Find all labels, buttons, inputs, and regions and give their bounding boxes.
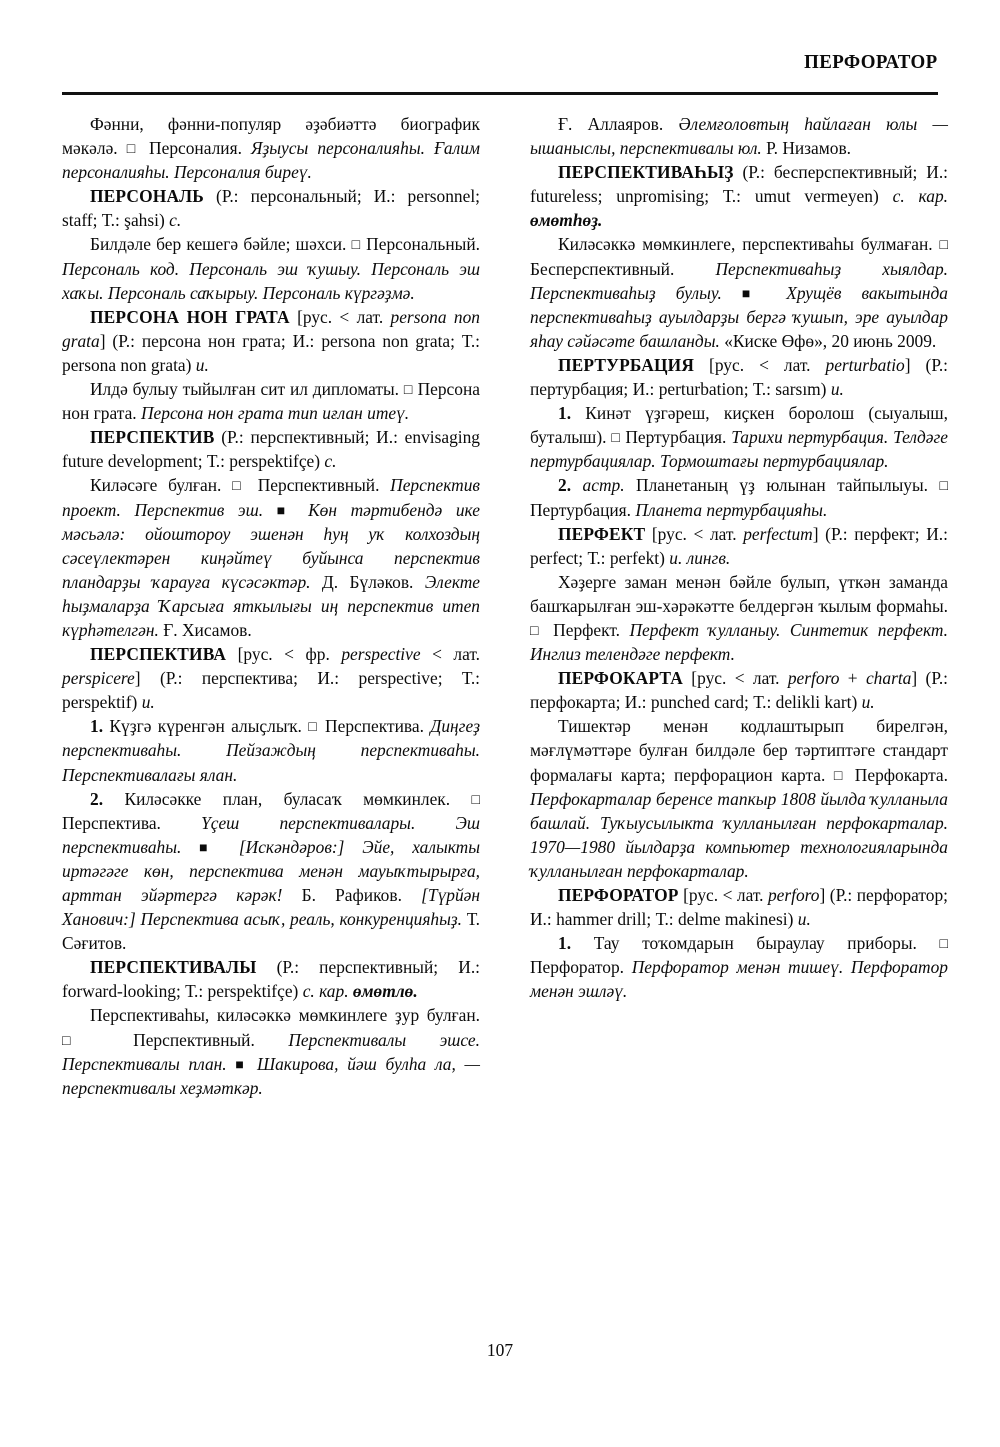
roman-text: «Киске Өфө», 20 июнь 2009. xyxy=(724,330,937,351)
roman-text: Перфоратор. xyxy=(530,957,632,978)
example-italic: с. xyxy=(169,210,182,231)
roman-text: Пертурбация. xyxy=(530,499,636,520)
sense-number: 1. xyxy=(558,933,572,954)
sense-number: 1. xyxy=(90,716,104,737)
roman-text: Д. Бүләков. xyxy=(321,571,425,592)
roman-text: [рус. < лат. xyxy=(289,306,391,327)
hollow-square-icon xyxy=(127,140,140,156)
hollow-square-icon xyxy=(834,767,847,783)
sense-number: 1. xyxy=(558,403,572,424)
example-italic: perspective xyxy=(341,644,421,665)
example-italic: и. xyxy=(141,692,155,713)
roman-text: Персональный. xyxy=(360,234,480,255)
header-rule xyxy=(62,92,938,95)
example-italic: Яҙыусы персоналияһы. Ғалим персоналияһы. Персоналия биреү. xyxy=(62,138,481,183)
filled-square-icon xyxy=(742,285,766,301)
filled-square-icon xyxy=(235,1056,248,1072)
continuation-paragraph xyxy=(62,112,480,184)
roman-text: (Р.: перспективный; И.: forward-looking; Т.: perspektifçe) xyxy=(62,957,480,1002)
hollow-square-icon xyxy=(940,477,948,493)
headword: ПЕРСПЕКТИВАЛЫ xyxy=(90,957,257,978)
example-italic: и. xyxy=(797,909,811,930)
example-italic: perfectum xyxy=(743,523,813,544)
sense-paragraph xyxy=(62,714,480,786)
roman-text: Ғ. Аллаяров. xyxy=(558,114,679,134)
continuation-paragraph xyxy=(530,112,948,160)
roman-text: Тау тоҡомдарын быраулау приборы. xyxy=(571,933,940,954)
hollow-square-icon xyxy=(232,477,247,493)
definition-paragraph xyxy=(530,714,948,883)
example-italic: Персона нон грата тип иғлан итеү. xyxy=(140,403,410,424)
sense-number: 2. xyxy=(90,788,104,809)
dictionary-entry xyxy=(530,883,948,931)
example-italic: charta xyxy=(865,668,912,689)
roman-text: Перспектива. xyxy=(318,716,431,737)
definition-paragraph xyxy=(62,1003,480,1099)
definition-paragraph xyxy=(62,377,480,425)
text-columns xyxy=(62,112,948,1322)
sense-paragraph xyxy=(530,931,948,1003)
roman-text: ] (Р.: перфокарта; И.: punched card; Т.: delikli kart) xyxy=(530,668,948,713)
roman-text: ] (Р.: пертурбация; И.: perturbation; Т.: sarsım) xyxy=(530,354,949,400)
roman-text: (Р.: перспективный; И.: envisaging future development; Т.: perspektifçe) xyxy=(62,427,480,472)
column-right xyxy=(530,112,948,1003)
roman-text: ] (Р.: перспектива; И.: perspective; Т.: perspektif) xyxy=(62,668,480,713)
headword: ПЕРФОРАТОР xyxy=(558,885,679,905)
filled-square-icon xyxy=(277,502,295,518)
roman-text: Перфект. xyxy=(543,619,630,640)
cross-reference-headword: өмөтлө. xyxy=(352,981,418,1002)
page-header xyxy=(62,52,938,74)
roman-text: Кинәт үҙгәреш, киҫкен боролош (сыуалыш, буталыш). xyxy=(530,403,948,448)
roman-text: Персона нон грата. xyxy=(62,379,480,424)
roman-text: Бесперспективный. xyxy=(530,258,716,279)
example-italic: Перфоратор менән тишеү. Перфоратор менән эшләү. xyxy=(530,957,949,1002)
hollow-square-icon xyxy=(530,622,544,638)
roman-text: Тишектәр менән кодлаштырып бирелгән, мәғлүмәттәре булған билдәле бер тәртиптәге стандарт формалағы карта; перфорацион карта. xyxy=(530,716,948,785)
hollow-square-icon xyxy=(352,236,361,252)
roman-text: (Р.: персональный; И.: personnel; staff; Т.: şahsi) xyxy=(62,186,480,231)
example-italic: астр. xyxy=(571,475,637,496)
dictionary-entry xyxy=(62,425,480,473)
example-italic: и. xyxy=(830,379,844,400)
roman-text: Т. Сәғитов. xyxy=(62,909,480,954)
example-italic: Перспектив проект. Перспектив эш. xyxy=(62,475,480,520)
roman-text: [рус. < лат. xyxy=(694,354,826,375)
dictionary-entry xyxy=(530,522,948,570)
sense-paragraph xyxy=(530,473,948,521)
dictionary-entry xyxy=(62,955,480,1003)
definition-paragraph xyxy=(530,232,948,352)
hollow-square-icon xyxy=(308,718,318,734)
column-left xyxy=(62,112,480,1100)
roman-text: Хәҙерге заман менән бәйле булып, үткән заманда башҡарылған эш-хәрәкәтте белдергән ҡылым формаһы. xyxy=(530,571,948,616)
hollow-square-icon xyxy=(472,791,480,807)
roman-text: Киләсәккә мөмкинлеге, перспективаһы булмаған. xyxy=(558,234,940,255)
sense-paragraph xyxy=(62,787,480,956)
headword: ПЕРСПЕКТИВАҺЫҘ xyxy=(558,162,734,183)
hollow-square-icon xyxy=(611,429,620,445)
filled-square-icon xyxy=(199,839,221,855)
page-number: 107 xyxy=(486,1340,514,1360)
roman-text: Б. Рафиков. xyxy=(301,885,422,905)
roman-text: Перспективаһы, киләсәккә мөмкинлеге ҙур булған. xyxy=(90,1005,480,1026)
example-italic: [Искәндәров:] Эйе, халыкты иртәгәге көн, перспектива менән мауыҡтырырға, арттан эйәртергә кәрәк! xyxy=(62,836,480,905)
roman-text: Пертурбация. xyxy=(620,427,732,448)
example-italic: Тарихи пертурбация. Телдәге пертурбациялар. Тормоштағы пертурбациялар. xyxy=(530,427,949,472)
example-italic: Шакирова, йәш булһа ла, — перспективалы хеҙмәткәр. xyxy=(62,1053,480,1098)
example-italic: persona non grata xyxy=(62,306,480,351)
headword: ПЕРФОКАРТА xyxy=(558,668,683,689)
roman-text: [рус. < фр. xyxy=(226,644,342,665)
roman-text: Перспективный. xyxy=(99,1029,289,1050)
dictionary-entry xyxy=(62,305,480,377)
example-italic: и. лингв. xyxy=(669,547,731,568)
example-italic: с. кар. xyxy=(892,186,948,207)
dictionary-entry xyxy=(530,666,948,714)
roman-text: Ғ. Хисамов. xyxy=(163,619,252,640)
example-italic: с. xyxy=(324,451,337,472)
page-footer xyxy=(0,1340,1000,1361)
hollow-square-icon xyxy=(62,1032,100,1048)
dictionary-entry xyxy=(62,184,480,232)
example-italic: Электе һыҙмаларҙа Ҡарсыға яткылығы иң перспектив итеп күрһәтелгән. xyxy=(62,571,480,640)
roman-text: ] (Р.: перфект; И.: perfect; Т.: perfekt) xyxy=(530,523,948,568)
example-italic: Планета пертурбацияһы. xyxy=(635,499,828,520)
example-italic: perspicere xyxy=(62,668,135,689)
roman-text: + xyxy=(839,668,866,689)
example-italic: [Түрйән Ханович:] Перспектива асыҡ, реаль, конкуренцияһыҙ. xyxy=(62,885,480,930)
definition-paragraph xyxy=(530,570,948,666)
example-italic: perforo xyxy=(767,885,820,905)
roman-text: [рус. < лат. xyxy=(645,523,744,544)
example-italic: Перспективалы эшсе. Перспективалы план. xyxy=(62,1029,480,1074)
example-italic: perforo xyxy=(787,668,840,689)
sense-paragraph xyxy=(530,401,948,473)
roman-text: < лат. xyxy=(420,644,480,665)
roman-text: (Р.: бесперспективный; И.: futureless; unpromising; Т.: umut vermeyen) xyxy=(530,162,948,207)
roman-text: Р. Низамов. xyxy=(766,138,852,159)
example-italic: perturbatio xyxy=(825,354,905,375)
roman-text: Планетаның үҙ юлынан тайпылыуы. xyxy=(636,475,940,496)
dictionary-entry xyxy=(62,642,480,714)
roman-text: Персоналия. xyxy=(139,138,252,159)
roman-text: ] (Р.: персона нон грата; И.: persona non grata; Т.: persona non grata) xyxy=(62,330,480,375)
headword: ПЕРСПЕКТИВА xyxy=(90,644,227,665)
example-italic: и. xyxy=(861,692,875,713)
definition-paragraph xyxy=(62,232,480,304)
roman-text: Перспективный. xyxy=(246,475,391,496)
roman-text: Перспектива. xyxy=(62,812,202,833)
definition-paragraph xyxy=(62,473,480,642)
hollow-square-icon xyxy=(404,381,413,397)
headword: ПЕРФЕКТ xyxy=(558,523,646,544)
roman-text: Билдәле бер кешегә бәйле; шәхси. xyxy=(90,234,352,255)
roman-text: Киләсәкке план, буласаҡ мөмкинлек. xyxy=(103,788,472,809)
example-italic: Перфект ҡулланыу. Синтетик перфект. Инглиз телендәге перфект. xyxy=(530,619,948,665)
running-head: ПЕРФОРАТОР xyxy=(804,52,938,73)
example-italic: Перспективаһыҙ хыялдар. Перспективаһыҙ булыу. xyxy=(530,258,949,303)
sense-number: 2. xyxy=(558,475,572,496)
cross-reference-headword: өмөтһөҙ. xyxy=(530,210,603,231)
roman-text: Күҙгә күренгән алыҫлыҡ. xyxy=(103,716,309,737)
roman-text: ] (Р.: перфоратор; И.: hammer drill; Т.: delme makinesi) xyxy=(530,885,948,930)
roman-text: Киләсәге булған. xyxy=(90,475,233,496)
example-italic: Әлемғоловтың һайлаған юлы — ышаныслы, перспективалы юл. xyxy=(530,114,948,159)
example-italic: Көн тәртибендә ике мәсьәлә: ойоштороу эшенән һуң уҡ колхоздың сәсеүлектәрен киңәйтеү буйынса перспектив пландарҙы ҡарауға күсәсәктәр. xyxy=(62,499,480,592)
dictionary-entry xyxy=(530,160,948,232)
roman-text: Фәнни, фәнни-популяр әҙәбиәттә биографик мәкәлә. xyxy=(62,114,480,159)
headword: ПЕРСПЕКТИВ xyxy=(90,427,215,448)
example-italic: с. кар. xyxy=(302,981,353,1002)
headword: ПЕРСОНАЛЬ xyxy=(90,186,204,207)
dictionary-entry xyxy=(530,353,948,401)
roman-text: Перфокарта. xyxy=(846,764,948,785)
example-italic: и. xyxy=(195,354,209,375)
example-italic: Перфокарталар беренсе тапкыр 1808 йылда ҡулланыла башлай. Туҡыусылыкта ҡулланылған перфокарталар. 1970—1980 йылдарҙа компьютер технологияларында ҡулланылған перфокарталар. xyxy=(530,788,948,881)
headword: ПЕРСОНА НОН ГРАТА xyxy=(90,306,290,327)
roman-text: Илдә булыу тыйылған сит ил дипломаты. xyxy=(90,379,404,400)
hollow-square-icon xyxy=(940,236,948,252)
example-italic: Персональ код. Персональ эш ҡушыу. Персональ эш хаҡы. Персональ саҡырыу. Персональ күргәҙмә. xyxy=(62,258,480,303)
example-italic: Хрущёв вакытында перспективаһыҙ ауылдарҙы бергә ҡушып, эре ауылдар яһау сәйәсәте башланды. xyxy=(530,282,948,351)
example-italic: Диңгеҙ перспективаһы. Пейзаждың перспективаһы. Перспективалағы ялан. xyxy=(62,716,480,785)
roman-text: [рус. < лат. xyxy=(678,885,768,905)
example-italic: Үçеш перспективалары. Эш перспективаһы. xyxy=(62,812,480,857)
hollow-square-icon xyxy=(940,935,948,951)
roman-text: [рус. < лат. xyxy=(682,668,788,689)
headword: ПЕРТУРБАЦИЯ xyxy=(558,354,695,375)
